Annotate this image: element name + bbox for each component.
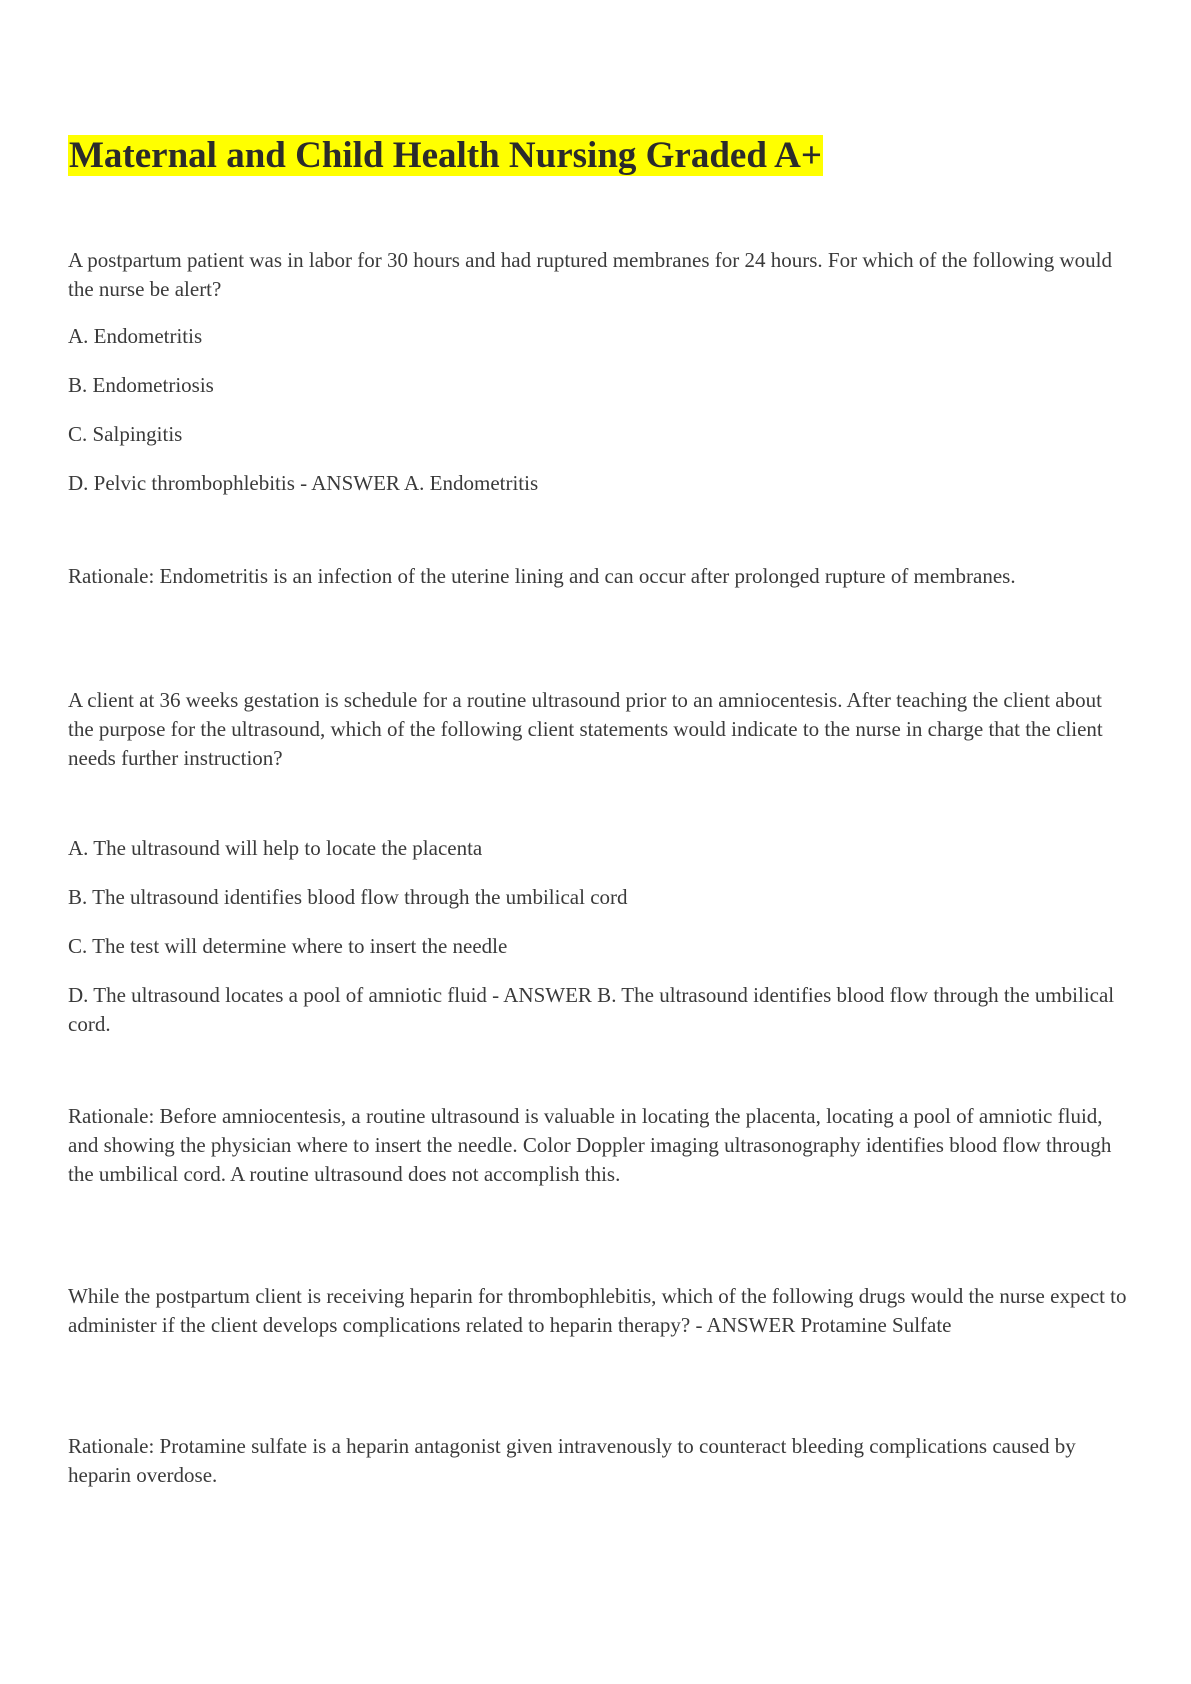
q2-option-a: A. The ultrasound will help to locate the placenta (68, 836, 483, 860)
q1-option-a: A. Endometritis (68, 324, 203, 348)
q3-rationale: Rationale: Protamine sulfate is a heparin antagonist given intravenously to counteract bleeding complications caused by heparin overdose. (68, 1434, 1076, 1487)
q2-question: A client at 36 weeks gestation is schedule for a routine ultrasound prior to an amniocentesis. After teaching the client about the purpose for the ultrasound, which of the following client statements would indicate to the nurse in charge that the client needs further instruction? (68, 688, 1103, 770)
q1-option-d-answer: D. Pelvic thrombophlebitis - ANSWER A. Endometritis (68, 471, 539, 495)
q1-option-b: B. Endometriosis (68, 373, 214, 397)
title-highlight: Maternal and Child Health Nursing Graded A+ (69, 135, 822, 176)
q1-question: A postpartum patient was in labor for 30 hours and had ruptured membranes for 24 hours. For which of the following would the nurse be alert? (68, 248, 1112, 301)
q2-option-d-answer: D. The ultrasound locates a pool of amniotic fluid - ANSWER B. The ultrasound identifies blood flow through the umbilical cord. (68, 983, 1115, 1036)
q2-rationale: Rationale: Before amniocentesis, a routine ultrasound is valuable in locating the placenta, locating a pool of amniotic fluid, and showing the physician where to insert the needle. Color Doppler imaging ultrasonography identifies blood flow through the umbilical cord. A routine ultrasound does not accomplish this. (68, 1104, 1112, 1186)
q1-option-c: C. Salpingitis (68, 422, 183, 446)
q2-option-b: B. The ultrasound identifies blood flow through the umbilical cord (68, 885, 628, 909)
document-title (68, 134, 823, 178)
q1-rationale: Rationale: Endometritis is an infection of the uterine lining and can occur after prolonged rupture of membranes. (68, 564, 1016, 588)
q2-option-c: C. The test will determine where to insert the needle (68, 934, 508, 958)
q3-question-answer: While the postpartum client is receiving heparin for thrombophlebitis, which of the following drugs would the nurse expect to administer if the client develops complications related to heparin therapy? - ANSWER Protamine Sulfate (68, 1284, 1127, 1337)
